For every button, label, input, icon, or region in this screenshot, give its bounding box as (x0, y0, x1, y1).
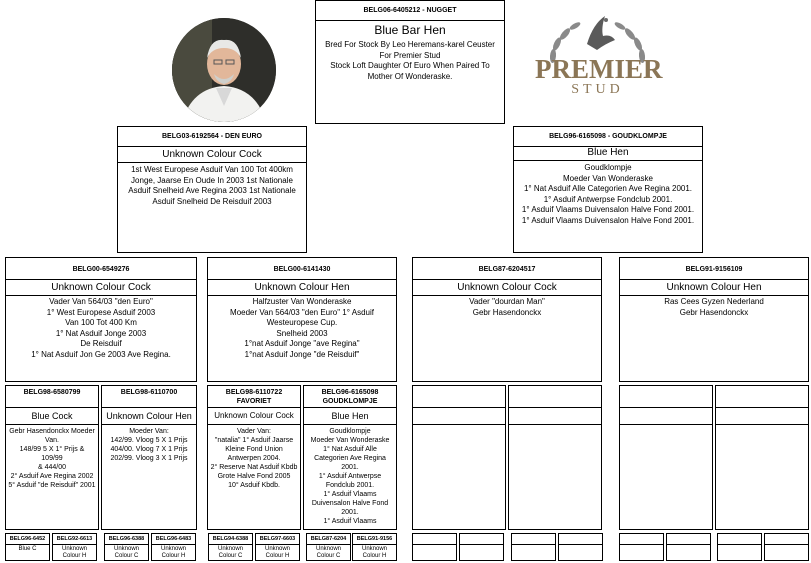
ggp-nickname: FAVORIET (236, 398, 272, 405)
grandparent-name: Unknown Colour Hen (666, 282, 762, 293)
gggp-card (208, 533, 253, 561)
subject-name: Blue Bar Hen (374, 23, 446, 37)
ggp-line: 5° Asduif "de Reisduif" 2001 (8, 482, 96, 489)
ggp-line: Moeder Van Wonderaske (310, 437, 390, 444)
ggp-line: 2001. (341, 464, 359, 471)
breeder-portrait-image (172, 18, 276, 122)
empty-gggp-card (666, 533, 711, 561)
empty-gggp-card (511, 533, 556, 561)
gggp-card (255, 533, 300, 561)
gggp-name: Unknown (217, 546, 243, 552)
gggp-card (151, 533, 196, 561)
empty-ggp-card (715, 385, 809, 530)
ggp-line: Antwerpen 2004. (227, 455, 281, 462)
gggp-name: Unknown (160, 546, 186, 552)
ggp-line: Grote Halve Fond 2005 (217, 473, 291, 480)
gp-line: 1° Nat Asduif Jonge 2003 (55, 328, 147, 338)
sire-ring-code: BELG03-6192564 - DEN EURO (162, 133, 262, 140)
gggp-card (306, 533, 351, 561)
dam-line: 1° Asduif Antwerpse Fondclub 2001. (543, 194, 673, 204)
ggp-nickname: GOUDKLOMPJE (322, 398, 378, 405)
dam-line: 1° Asduif Vlaams Duivensalon Halve Fond 2001. (521, 205, 695, 214)
ggp-name: Blue Hen (331, 411, 369, 421)
dam-line: 1° Nat Asduif Alle Categorien Ave Regina 2001. (523, 184, 693, 193)
empty-gggp-card (558, 533, 603, 561)
ggp-line: 1° Asduif Vlaams (323, 518, 377, 525)
ggp-ring-code: BELG98-6110700 (120, 389, 178, 396)
grandparent-ring-code: BELG87-6204517 (478, 266, 536, 273)
sire-line: Jonge, Jaarse En Oude In 2003 1st Nationale (131, 175, 293, 185)
gp-line: Halfzuster Van Wonderaske (252, 297, 352, 306)
gp-line: Gebr Hasendonckx (472, 307, 542, 317)
gggp-ring-code: BELG91-9156 (356, 536, 393, 542)
ggp-line: 1° Asduif Antwerpse (318, 473, 382, 480)
subject-line: Stock Loft Daughter Of Euro When Paired To (330, 61, 490, 70)
ggp-line: 2001. (341, 509, 359, 516)
ggp-ring-code: BELG98-6110722 (225, 389, 283, 396)
gggp-card (5, 533, 50, 561)
dam-line: 1° Asduif Vlaams Duivensalon Halve Fond 2001. (521, 215, 695, 225)
grandparent-name: Unknown Colour Cock (457, 282, 557, 293)
gggp-name: Colour C (114, 553, 139, 559)
grandparent-ring-code: BELG91-9156109 (685, 266, 743, 273)
gp-line: Vader Van 564/03 "den Euro" (49, 297, 153, 306)
empty-gggp-card (412, 533, 457, 561)
ggp-description (6, 427, 98, 490)
grandparent-description (208, 297, 396, 360)
subject-ring-code: BELG06-6405212 - NUGGET (363, 7, 457, 14)
grandparent-card (619, 257, 809, 382)
gp-line: 1°nat Asduif Jonge "de Reisduif" (244, 349, 360, 359)
gp-line: Westeuropese Cup. (266, 318, 338, 327)
ggp-line: 2° Reserve Nat Asduif Kbdb (210, 464, 298, 471)
ggp-description (102, 427, 196, 463)
grandparent-card (412, 257, 602, 382)
logo-premier-text: PREMIER (535, 54, 663, 84)
grandparent-ring-code: BELG00-6549276 (72, 266, 130, 273)
gp-line: Gebr Hasendonckx (679, 307, 749, 317)
ggp-line: Gebr Hasendonckx Moeder (9, 428, 95, 435)
dam-description (514, 163, 702, 226)
ggp-line: & 444/00 (37, 464, 67, 471)
ggp-line: 2° Asduif Ave Regina 2002 (10, 473, 94, 480)
gp-line: 1°nat Asduif Jonge "ave Regina" (244, 339, 360, 348)
dam-line: Moeder Van Wonderaske (563, 173, 653, 183)
empty-gggp-card (764, 533, 809, 561)
ggp-description (208, 427, 300, 490)
sire-card (117, 126, 307, 253)
ggp-line: 1° Nat Asduif Alle (323, 446, 377, 453)
ggp-line: Moeder Van: (129, 428, 169, 435)
grandparent-description (6, 297, 196, 360)
dam-ring-code: BELG96-6165098 - GOUDKLOMPJE (549, 133, 667, 140)
sire-line: Asduif Snelheid Ave Regina 2003 1st Nationale (128, 186, 296, 195)
subject-description (316, 40, 504, 82)
ggp-line: Van. (45, 437, 59, 444)
gggp-name: Unknown (264, 546, 290, 552)
gp-line: 1° West Europese Asduif 2003 (46, 307, 156, 317)
sire-line: Asduif Snelheid De Reisduif 2003 (152, 196, 272, 206)
empty-gggp-card (717, 533, 762, 561)
empty-gggp-card (619, 533, 664, 561)
ggp-line: Duivensalon Halve Fond (311, 500, 389, 507)
ggp-name: Blue Cock (31, 411, 73, 421)
ggp-line: 1° Asduif Vlaams (323, 491, 377, 498)
ggp-line: Categorien Ave Regina (314, 455, 386, 462)
dam-name: Blue Hen (587, 147, 629, 158)
gggp-ring-code: BELG92-6613 (56, 536, 93, 542)
gggp-name: Unknown (361, 546, 387, 552)
grandparent-ring-code: BELG00-6141430 (273, 266, 331, 273)
gggp-name: Colour H (265, 553, 290, 559)
gggp-name: Colour H (362, 553, 387, 559)
gggp-name: Colour C (316, 553, 341, 559)
gggp-name: Blue C (18, 546, 37, 552)
ggp-ring-code: BELG98-6580799 (23, 389, 81, 396)
gggp-card (352, 533, 397, 561)
gggp-name: Unknown (61, 546, 87, 552)
gggp-card (104, 533, 149, 561)
ggp-line: Goudklompje (329, 428, 371, 435)
subject-line: For Premier Stud (379, 50, 441, 60)
subject-line: Bred For Stock By Leo Heremans-karel Ceuster (325, 40, 495, 49)
ggp-line: Kleine Fond Union (225, 446, 283, 453)
grandparent-card (207, 257, 397, 382)
gggp-ring-code: BELG96-6452 (9, 536, 46, 542)
subject-card (315, 0, 505, 124)
ggp-line: 10° Asduif Kbdb. (228, 482, 280, 489)
gggp-card (52, 533, 97, 561)
gggp-name: Unknown (315, 546, 341, 552)
ggp-ring-code: BELG96-6165098 (321, 389, 379, 396)
subject-line: Mother Of Wonderaske. (367, 71, 453, 81)
grandparent-description (620, 297, 808, 318)
gp-line: De Reisduif (80, 339, 122, 348)
sire-description (118, 165, 306, 207)
breeder-photo (172, 18, 276, 122)
ggp-line: Fondclub 2001. (325, 482, 375, 489)
gp-line: Moeder Van 564/03 "den Euro" 1° Asduif (230, 307, 374, 317)
gggp-name: Colour H (161, 553, 186, 559)
ggp-line: "natalia" 1° Asduif Jaarse (214, 437, 294, 444)
sire-line: 1st West Europese Asduif Van 100 Tot 400km (131, 165, 293, 174)
ggp-description (304, 427, 396, 526)
gggp-name: Unknown (113, 546, 139, 552)
great-grandparent-card (5, 385, 99, 530)
sire-name: Unknown Colour Cock (162, 149, 262, 160)
ggp-line: 404/00. Vloog 7 X 1 Prijs (110, 446, 188, 453)
logo-stud-text: STUD (571, 82, 624, 97)
great-grandparent-card (303, 385, 397, 530)
great-grandparent-card (101, 385, 197, 530)
gp-line: Van 100 Tot 400 Km (65, 318, 137, 327)
ggp-line: Vader Van: (237, 428, 271, 435)
gggp-ring-code: BELG96-6483 (155, 536, 192, 542)
dam-line: Goudklompje (584, 163, 632, 172)
gp-line: Vader "dourdan Man" (469, 297, 545, 306)
ggp-name: Unknown Colour Hen (106, 411, 192, 421)
gggp-ring-code: BELG87-6204 (310, 536, 347, 542)
empty-ggp-card (619, 385, 713, 530)
ggp-name: Unknown Colour Cock (214, 411, 294, 420)
dam-card (513, 126, 703, 253)
ggp-line: 202/99. Vloog 3 X 1 Prijs (110, 455, 188, 462)
empty-gggp-card (459, 533, 504, 561)
grandparent-name: Unknown Colour Hen (254, 282, 350, 293)
empty-ggp-card (508, 385, 602, 530)
gggp-ring-code: BELG96-6388 (108, 536, 145, 542)
grandparent-name: Unknown Colour Cock (51, 282, 151, 293)
great-grandparent-card (207, 385, 301, 530)
grandparent-card (5, 257, 197, 382)
grandparent-description (413, 297, 601, 318)
gp-line: Ras Cees Gyzen Nederland (664, 297, 764, 306)
premier-stud-logo (535, 14, 663, 114)
gp-line: Snelheid 2003 (276, 328, 328, 338)
ggp-line: 142/99. Vloog 5 X 1 Prijs (110, 437, 188, 444)
gggp-name: Colour H (62, 553, 87, 559)
gggp-name: Colour C (218, 553, 243, 559)
ggp-line: 148/99 5 X 1° Prijs & 109/99 (19, 446, 85, 462)
gggp-ring-code: BELG97-6603 (259, 536, 296, 542)
empty-ggp-card (412, 385, 506, 530)
gp-line: 1° Nat Asduif Jon Ge 2003 Ave Regina. (31, 349, 171, 359)
gggp-ring-code: BELG94-6388 (212, 536, 249, 542)
